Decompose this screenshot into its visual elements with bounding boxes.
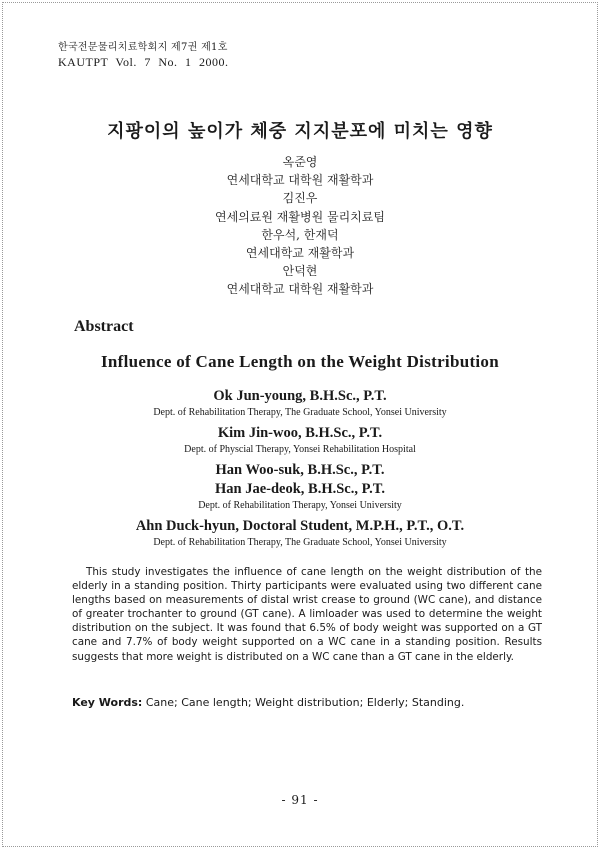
- abstract-body: This study investigates the influence of cane length on the weight distribution of the elderly in a standing position. Thirty participants were evaluated using two different cane lengths based on measurements of distal wrist crease to ground (WC cane), and distance of greater trochanter to ground (GT cane). A limloader was used to determine the weight distribution on the subject. It was found that 6.5% of body weight was supported on a GT cane and 7.7% of body weight supported on a WC cane in a standing position. Results suggests that more weight is distributed on a WC cane than a GT cane in the elderly.: [72, 566, 542, 663]
- english-author-affiliation: Dept. of Physcial Therapy, Yonsei Rehabilitation Hospital: [184, 444, 416, 455]
- journal-english-line: KAUTPT Vol. 7 No. 1 2000.: [58, 55, 229, 69]
- korean-author-4: 안덕현: [282, 264, 318, 279]
- keywords-label: Key Words:: [72, 696, 143, 709]
- korean-affiliation-1: 연세대학교 대학원 재활학과: [226, 173, 374, 188]
- korean-title: 지팡이의 높이가 체중 지지분포에 미치는 영향: [107, 121, 493, 142]
- korean-affiliation-2: 연세의료원 재활병원 물리치료팀: [215, 209, 385, 224]
- korean-author-1: 옥준영: [282, 155, 318, 169]
- english-author-name: Ahn Duck-hyun, Doctoral Student, M.P.H., P.T., O.T.: [135, 518, 465, 534]
- english-author-affiliation: Dept. of Rehabilitation Therapy, The Graduate School, Yonsei University: [153, 537, 447, 548]
- keywords-text: Cane; Cane length; Weight distribution; Elderly; Standing.: [145, 696, 465, 709]
- english-title: Influence of Cane Length on the Weight Distribution: [101, 352, 499, 371]
- korean-author-3: 한우석, 한재덕: [261, 227, 339, 242]
- korean-authors: [0, 153, 600, 299]
- english-authors: [0, 387, 600, 554]
- journal-korean-line: 한국전문물리치료학회지 제7권 제1호: [58, 42, 228, 53]
- english-author-name: Ok Jun-young, B.H.Sc., P.T.: [213, 388, 387, 404]
- abstract-heading: Abstract: [74, 318, 134, 335]
- english-author-name: Han Jae-deok, B.H.Sc., P.T.: [215, 481, 385, 497]
- page-number: - 91 -: [281, 793, 319, 807]
- korean-affiliation-3: 연세대학교 재활학과: [245, 246, 355, 261]
- english-author-affiliation: Dept. of Rehabilitation Therapy, Yonsei University: [198, 500, 402, 511]
- english-author-name: Han Woo-suk, B.H.Sc., P.T.: [215, 462, 385, 478]
- keywords-line: [72, 696, 464, 709]
- korean-affiliation-4: 연세대학교 대학원 재활학과: [226, 282, 374, 297]
- english-author-name: Kim Jin-woo, B.H.Sc., P.T.: [217, 425, 383, 441]
- journal-header: [58, 40, 229, 70]
- english-author-affiliation: Dept. of Rehabilitation Therapy, The Graduate School, Yonsei University: [153, 407, 447, 418]
- korean-author-2: 김진우: [282, 191, 318, 206]
